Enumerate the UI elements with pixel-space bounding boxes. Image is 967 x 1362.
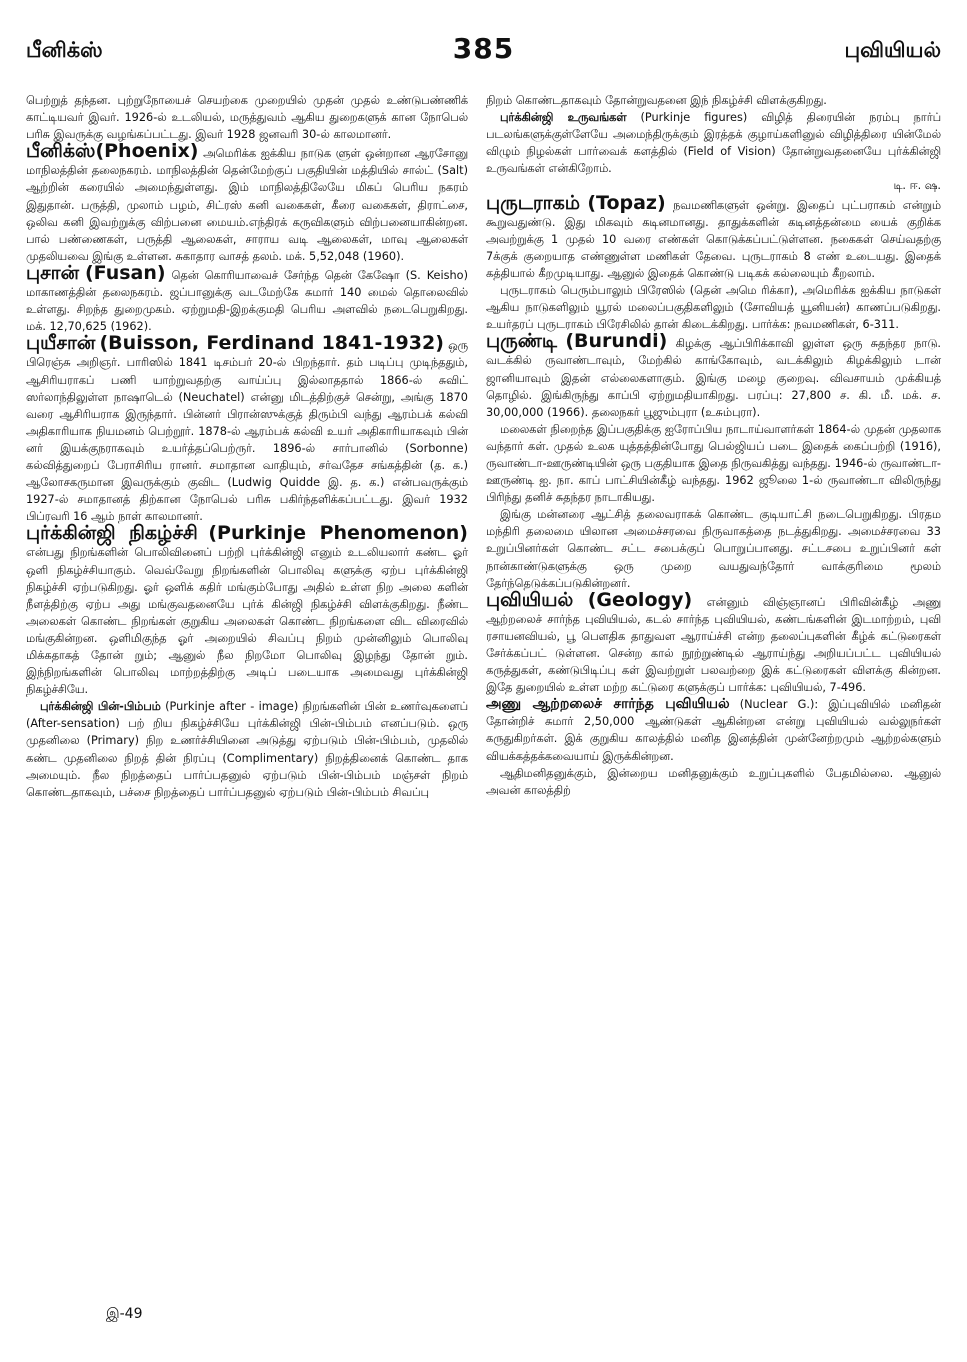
entry-burundi-text-2: மலைகள் நிறைந்த இப்பகுதிக்கு ஐரோப்பிய நாடாய்வாளர்கள் 1864-ல் முதன் முதலாக வந்தார் கள். முதல் உலக யுத்தத்தின்போது பெல்ஜியப் படை இதைக் கைப்பற்றி (1916), ருவாண்டா-ஊருண்டியின் ஒரு பகுதியாக இதை நிருவகித்து வந்தது. 1946-ல் ருவாண்டா-ஊருண்டி ஐ. நா. காப் பாட்சியின்கீழ் வந்தது. 1962 ஜூலை 1-ல் ருவாண்டா விலிருந்து பிரிந்து தனிச் சுதந்தர நாடாகியது. xyxy=(486,422,941,505)
entry-burundi xyxy=(486,330,941,420)
subhead-figures: புர்க்கின்ஜி உருவங்கள் xyxy=(500,111,627,125)
entry-fusan xyxy=(26,261,469,335)
header-left-title: பீனிக்ஸ் xyxy=(26,38,103,62)
subentry-nuclear-text: (Nuclear G.): இப்புவியில் மனிதன் தோன்றிச் சுமார் 2,50,000 ஆண்டுகள் ஆகின்றன என்று புவியியல் வல்லுநர்கள் கருதுகிறர்கள். இக் குறுகிய காலத்தில் மனித இனத்தின் முன்னேற்றமும் ஆற்றல்களும் வியக்கத்தக்கவையாய் இருக்கின்றன. xyxy=(486,698,941,763)
entry-topaz xyxy=(486,191,941,282)
subentry-afterimage xyxy=(26,698,468,801)
page-number: 385 xyxy=(452,32,515,65)
headword-buisson-en: (Buisson, Ferdinand 1841-1932) xyxy=(99,332,444,355)
headword-burundi: புருண்டி xyxy=(486,330,558,353)
header-right-title: புவியியல் xyxy=(844,38,941,62)
subentry-figures xyxy=(486,109,941,177)
entry-burundi-text-3: இங்கு மன்னரை ஆட்சித் தலைவராகக் கொண்ட குடியாட்சி நடைபெறுகிறது. பிரதம மந்திரி தலைமை யிலான அமைச்சரவை நிருவாகத்தை நடத்துகிறது. அமைச்சரவை 33 உறுப்பினர்கள் கொண்ட சட்ட சபைக்குப் பொறுப்பானது. சட்டசபை உறுப்பினர் கள் நான்காண்டுகளுக்கு ஒரு முறை வயதுவந்தோர் வாக்குரிமை மூலம் தேர்ந்தெடுக்கப்படுகின்றனர். xyxy=(486,508,941,590)
headword-geology-en: (Geology) xyxy=(587,588,693,611)
headword-geology: புவியியல் xyxy=(486,588,574,611)
headword-phoenix-en: (Phoenix) xyxy=(95,140,199,163)
entry-purkinje xyxy=(26,522,468,698)
subentry-figures-text: (Purkinje figures) விழித் திரையின் நரம்பு நார்ப் படலங்களுக்குள்ளேயே அமைந்திருக்கும் இரத்தக் குழாய்களினுல் விழித்திரை யின்மேல் விழும் நிழல்கள் பார்வைக் களத்தில் (Field of Vision) தோன்றுவதனையே புர்க்கின்ஜி உருவங்கள் என்கிறோம். xyxy=(486,111,942,176)
right-column xyxy=(486,92,941,799)
entry-geology-text: என்னும் விஞ்ஞானப் பிரிவின்கீழ் அணு ஆற்றலைச் சார்ந்த புவியியல், கடல் சார்ந்த புவியியல், கண்டங்களின் இடமாற்றம், புவி ரசாயனவியல், பூ பௌதிக தாதுவள ஆராய்ச்சி என்ற தலைப்புகளின் கீழ்க் கட்டுரைகள் சேர்க்கப்பட் டுள்ளன. சென்ற கால் நூற்றுண்டில் ஆராய்ந்து அறியப்பட்ட புவியியல் கருத்துகள், கண்டுபிடிப்பு கள் இவற்றுள் பலவற்றை இக் கட்டுரைகள் விளக்கு கின்றன. இதே துறையில் உள்ள மற்ற கட்டுரை களுக்குப் பார்க்க: புவியியல், 7-496. xyxy=(486,595,942,695)
page-header xyxy=(26,32,941,78)
entry-buisson-text: ஒரு பிரெஞ்சு அறிஞர். பாரிஸில் 1841 டிசம்பர் 20-ல் பிறந்தார். தம் படிப்பு முடிந்ததும், ஆசிரியராகப் பணி யாற்றுவதற்கு வாய்ப்பு இல்லாததால் 1866-ல் சுவிட் ஸர்லாந்திலுள்ள நாஷாடெல் (Neuchatel) என்னு மிடத்திற்குச் சென்று, அங்கு 1870 வரை ஆசிரியராக இருந்தார். பின்னர் பிரான்ஸுக்குத் திரும்பி வந்து ஆரம்பக் கல்வி அதிகாரியாக நியமனம் பெற்றூர். 1878-ல் ஆரம்பக் கல்வி உயர் அதிகாரியாகவும் பின் னர் இயக்குநராகவும் உயர்த்தப்பெற்ருர். 1896-ல் சார்பானில் (Sorbonne) கல்வித்துறைப் பேராசிரிய ரானர். சமாதான வாதியும், சர்வதேச சங்கத்தின் (த. க.) ஆலோசகருமான இவருக்கும் குவிட (Ludwig Quidde இ. த. க.) என்பவருக்கும் 1927-ல் சமாதானத் திற்கான நோபெல் பரிசு பகிர்ந்தளிக்கப்பட்டது. இவர் 1932 பிப்ரவரி 16 ஆம் நாள் காலமானர். xyxy=(26,339,469,524)
entry-topaz-text: நவமணிகளுள் ஒன்று. இதைப் புட்பராகம் என்றும் கூறுவதுண்டு. இது மிகவும் கடினமானது. தாதுக்களின் கடினத்தன்மை யைக் குறிக்க அவற்றுக்கு 1 முதல் 10 வரை எண்கள் கொடுக்கப்பட்டுள்ளன. நகைகள் செய்வதற்கு 7க்குக் குறையாத எண்ணுள்ள மணிகள் தேவை. புருடராகம் 8 எண் உடையது. இதைக் கத்தியால் கீறமுடியாது. ஆனுல் இதைக் கொண்டு படிகக் கல்லையும் கீறலாம். xyxy=(486,198,941,280)
subentry-nuclear xyxy=(486,696,941,764)
page-footer-signature: இ-49 xyxy=(106,1306,143,1322)
headword-purkinje-en: (Purkinje Phenomenon) xyxy=(208,522,468,545)
subhead-afterimage: புர்க்கின்ஜி பின்-பிம்பம் xyxy=(40,700,161,714)
intro-paragraph: பெற்றுத் தந்தன. புற்றுநோயைச் செயற்கை முறையில் முதன் முதல் உண்டுபண்ணிக் காட்டியவர் இவர். 1926-ல் உடலியல், மருத்துவம் ஆகிய துறைகளுக் கான நோபெல் பரிசு இவருக்கு வழங்கப்பட்டது. இவர் 1928 ஜனவரி 30-ல் காலமானர். xyxy=(26,94,468,142)
continued-paragraph: நிறம் கொண்டதாகவும் தோன்றுவதனை இந் நிகழ்ச்சி விளக்குகிறது. xyxy=(486,94,827,107)
author-signature: டி. ஈ. ஷ. xyxy=(893,179,941,193)
headword-topaz: புருடராகம் xyxy=(486,191,581,214)
headword-fusan-en: (Fusan) xyxy=(84,261,166,284)
entry-buisson xyxy=(26,332,469,525)
entry-burundi-text: கிழக்கு ஆப்பிரிக்காவி லுள்ள ஒரு சுதந்தர நாடு. வடக்கில் ருவாண்டாவும், மேற்கில் காங்கோவும், வடக்கிலும் கிழக்கிலும் டான் ஜானியாவும் இதன் எல்லைகளாகும். இங்கு மழை குறைவு. விவசாயம் முக்கியத் தொழில். இங்கிருந்து காப்பி ஏற்றுமதியாகிறது. பரப்பு: 27,800 ச. கி. மீ. மக். ச. 30,00,000 (1966). தலைநகர் பூஜும்புரா (உசும்புரா). xyxy=(486,337,941,419)
entry-topaz-text-2: புருடராகம் பெரும்பாலும் பிரேஸில் (தென் அமெ ரிக்கா), அமெரிக்க ஐக்கிய நாடுகள் ஆகிய நாடுகளிலும் யூரல் மலைப்பகுதிகளிலும் (சோவியத் யூனியன்) காணப்படுகிறது. உயர்தரப் புருடராகம் பிரேசிலில் தான் கிடைக்கிறது. பார்க்க: நவமணிகள், 6-311. xyxy=(486,284,941,332)
entry-phoenix-text: அமெரிக்க ஐக்கிய நாடுக ளுள் ஒன்றான ஆரசோனு மாநிலத்தின் தலைநகரம். மாநிலத்தின் தென்மேற்குப் பகுதியின் மத்தியில் சால்ட் (Salt) ஆற்றின் கரையில் அமைந்துள்ளது. இம் மாநிலத்திலேயே மிகப் பெரிய நகரம் இதுதான். பருத்தி, முலாம் பழம், சிட்ரஸ் கனி வகைகள், கீரை வகைகள், திராட்சை, ஒலிவ கனி இவற்றுக்கு விற்பனை மையம்.எந்திரக் கருவிகளும் விற்பனையாகின்றன. பால் பண்ணைகள், பருத்தி ஆலைகள், சாராய வடி ஆலைகள், மாவு ஆலைகள் முதலியவை இங்கு உள்ளன. சுகாதார வாசத் தலம். மக். 5,52,048 (1960). xyxy=(26,147,468,263)
left-column xyxy=(26,92,468,801)
headword-purkinje: புர்க்கின்ஜி நிகழ்ச்சி xyxy=(26,522,198,545)
entry-geology xyxy=(486,588,942,697)
subhead-nuclear: அணு ஆற்றலைச் சார்ந்த புவியியல் xyxy=(486,696,730,713)
subentry-nuclear-text-2: ஆதிமனிதனுக்கும், இன்றைய மனிதனுக்கும் உறுப்புகளில் பேதமில்லை. ஆனுல் அவன் காலத்திற் xyxy=(486,766,941,797)
headword-topaz-en: (Topaz) xyxy=(587,191,666,214)
headword-buisson: புயீசான் xyxy=(26,332,96,355)
subentry-afterimage-text: (Purkinje after - image) நிறங்களின் பின் உணர்வுகளைப் (After-sensation) பற் றிய நிகழ்ச்சியே புர்க்கின்ஜி பின்-பிம்பம் எனப்படும். ஒரு முதனிலை (Primary) நிற உணர்ச்சியினை அடுத்து ஏற்படும் பின்-பிம்பம், முதலில் கண்ட முதனிலை நிறத் தின் நிரப்பு (Complimentary) நிறத்தினைக் கொண்ட தாக அமையும். நீல நிறத்தைப் பார்ப்பதனுல் ஏற்படும் பின்-பிம்பம் மஞ்சள் நிறம் கொண்டதாகவும், பச்சை நிறத்தைப் பார்ப்பதனுல் ஏற்படும் பின்-பிம்பம் சிவப்பு xyxy=(26,700,468,799)
entry-purkinje-text: என்பது நிறங்களின் பொலிவினைப் பற்றி புர்க்கின்ஜி எனும் உடலியலார் கண்ட ஓர் ஒளி நிகழ்ச்சியாகும். வெவ்வேறு நிறங்களின் பொலிவு களுக்கு ஏற்ப புர்க்கின்ஜி நிகழ்ச்சி ஏற்படுகிறது. ஓர் ஒளிக் கதிர் மங்கும்போது அதில் உள்ள நிற அலை களின் நீளத்திற்கு ஏற்ப அது மங்குவதனையே புர்க் கின்ஜி நிகழ்ச்சி விளக்குகிறது. நீண்ட அலைகள் கொண்ட நிறங்கள் குறுகிய அலைகள் கொண்ட நிறங்களை விட விரைவில் மங்குகின்றன. ஒளிமிகுந்த ஓர் அறையில் சிவப்பு நிறம் முன்னிலும் பொலிவு மிக்கதாகத் தோன் றும்; ஆனுல் நீல நிறமோ பொலிவு இழந்து தோன் றும். இந்நிறங்களின் பொலிவு மாற்றத்திற்கு அடிப் படையாக அமைவது புர்க்கின்ஜி நிகழ்ச்சியே. xyxy=(26,546,468,697)
entry-fusan-text: தென் கொரியாவைச் சேர்ந்த தென் கேஷோ (S. Keisho) மாகாணத்தின் தலைநகரம். ஜப்பானுக்கு வடமேற்கே சுமார் 140 மைல் தொலைவில் உள்ளது. சிறந்த துறைமுகம். ஏற்றுமதி-இறக்குமதி பெரிய அளவில் நடைபெறுகிறது. மக். 12,70,625 (1962). xyxy=(26,268,469,334)
headword-burundi-en: (Burundi) xyxy=(565,330,668,353)
entry-phoenix xyxy=(26,140,468,265)
headword-phoenix: பீனிக்ஸ் xyxy=(26,140,96,163)
headword-fusan: புசான் xyxy=(26,261,80,284)
